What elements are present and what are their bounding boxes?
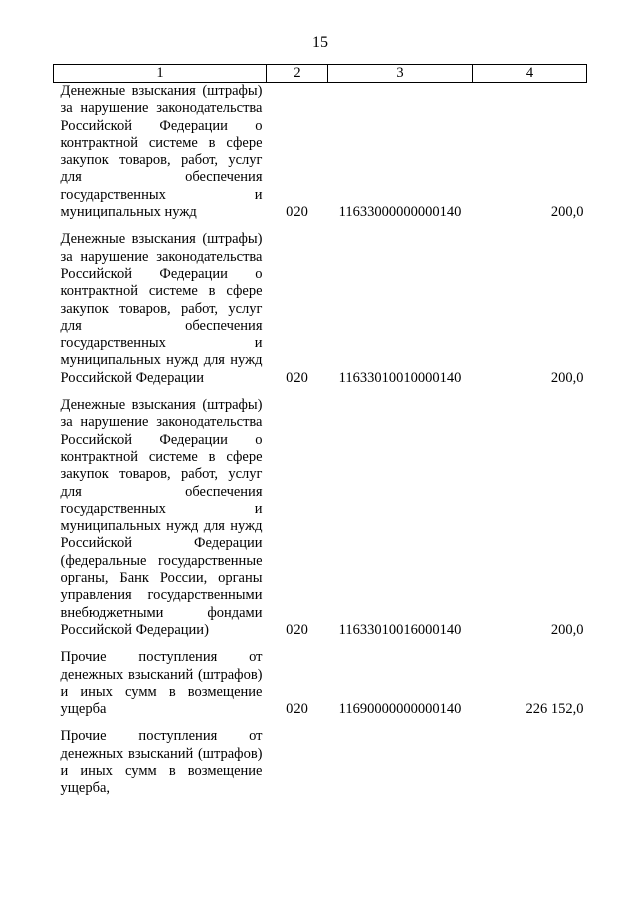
admin-code: 020 xyxy=(286,369,308,386)
amount: 226 152,0 xyxy=(525,701,584,718)
admin-code xyxy=(267,728,328,807)
table-row xyxy=(54,397,587,649)
amount: 200,0 xyxy=(550,369,584,386)
budget-classification-code: 11690000000000140 xyxy=(338,701,462,718)
admin-code: 020 xyxy=(286,701,308,718)
table-row xyxy=(54,728,587,807)
income-name: Денежные взыскания (штрафы) за нарушение законодательства Российской Федерации о контрактной системе в сфере закупок товаров, работ, услуг для обеспечения государственных и муниципальных нужд для нужд Российской Федерации xyxy=(60,231,263,386)
amount: 200,0 xyxy=(550,621,584,638)
budget-classification-code xyxy=(328,728,473,807)
income-name: Денежные взыскания (штрафы) за нарушение законодательства Российской Федерации о контрактной системе в сфере закупок товаров, работ, услуг для обеспечения государственных и муниципальных нужд для нужд Российской Федерации (федеральные государственные органы, Банк России, органы управления государственными внебюджетными фондами Российской Федерации) xyxy=(60,397,263,638)
budget-classification-code: 11633000000000140 xyxy=(338,204,462,221)
page-number: 15 xyxy=(312,34,328,51)
column-header-1: 1 xyxy=(54,65,267,83)
table-row xyxy=(54,231,587,397)
amount: 200,0 xyxy=(550,204,584,221)
table-row xyxy=(54,649,587,728)
income-name: Прочие поступления от денежных взысканий (штрафов) и иных сумм в возмещение ущерба xyxy=(60,649,263,718)
budget-classification-code: 11633010010000140 xyxy=(338,369,462,386)
column-number-header-row xyxy=(54,65,587,83)
column-header-4: 4 xyxy=(473,65,587,83)
table-row xyxy=(54,83,587,232)
admin-code: 020 xyxy=(286,621,308,638)
income-name: Прочие поступления от денежных взысканий (штрафов) и иных сумм в возмещение ущерба, xyxy=(60,728,263,797)
income-name: Денежные взыскания (штрафы) за нарушение законодательства Российской Федерации о контрактной системе в сфере закупок товаров, работ, услуг для обеспечения государственных и муниципальных нужд xyxy=(60,83,263,221)
revenue-table xyxy=(53,64,587,808)
admin-code: 020 xyxy=(286,204,308,221)
column-header-2: 2 xyxy=(267,65,328,83)
column-header-3: 3 xyxy=(328,65,473,83)
budget-classification-code: 11633010016000140 xyxy=(338,621,462,638)
amount xyxy=(473,728,587,807)
